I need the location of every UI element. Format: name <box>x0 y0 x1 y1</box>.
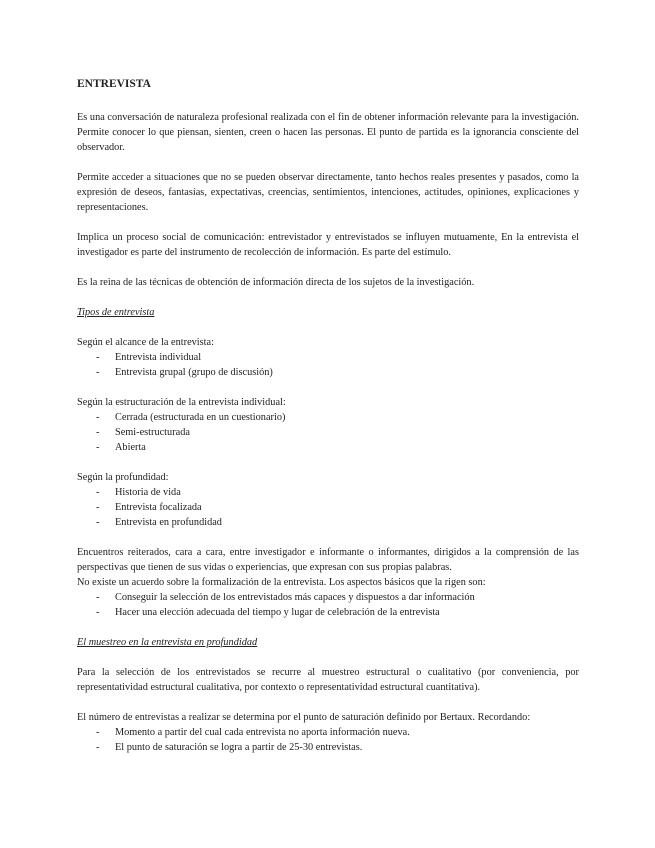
list-item: - Cerrada (estructurada en un cuestionario) <box>96 410 579 425</box>
list-saturacion <box>77 725 579 755</box>
list-estructuracion <box>77 410 579 455</box>
list-item: - Conseguir la selección de los entrevistados más capaces y dispuestos a dar información <box>96 590 579 605</box>
label-acuerdo: No existe un acuerdo sobre la formalización de la entrevista. Los aspectos básicos que la rigen son: <box>77 577 486 588</box>
list-item: - Entrevista focalizada <box>96 500 579 515</box>
paragraph-queen: Es la reina de las técnicas de obtención de información directa de los sujetos de la investigación. <box>77 277 475 288</box>
list-alcance <box>77 350 579 380</box>
paragraph-muestreo: Para la selección de los entrevistados se recurre al muestreo estructural o cualitativo (por conveniencia, por representatividad estructural cualitativa, por contexto o representatividad estructural cuantitativa). <box>77 667 579 693</box>
label-estructuracion: Según la estructuración de la entrevista individual: <box>77 397 286 408</box>
list-item: - Entrevista en profundidad <box>96 515 579 530</box>
list-acuerdo <box>77 590 579 620</box>
list-item: - Semi-estructurada <box>96 425 579 440</box>
paragraph-encuentros: Encuentros reiterados, cara a cara, entre investigador e informante o informantes, dirigidos a la comprensión de las perspectivas que tienen de sus vidas o experiencias, que expresan con sus propias palabras. <box>77 547 579 573</box>
label-alcance: Según el alcance de la entrevista: <box>77 337 214 348</box>
list-item: - Hacer una elección adecuada del tiempo y lugar de celebración de la entrevista <box>96 605 579 620</box>
paragraph-definition: Es una conversación de naturaleza profesional realizada con el fin de obtener información relevante para la investigación. Permite conocer lo que piensan, sienten, creen o hacen las personas. El punto de partida es la ignorancia consciente del observador. <box>77 112 579 153</box>
paragraph-access: Permite acceder a situaciones que no se pueden observar directamente, tanto hechos reales presentes y pasados, como la expresión de deseos, fantasías, expectativas, creencias, sentimientos, intenciones, actitudes, opiniones, explicaciones y representaciones. <box>77 172 579 213</box>
label-saturacion: El número de entrevistas a realizar se determina por el punto de saturación definido por Bertaux. Recordando: <box>77 712 531 723</box>
label-profundidad: Según la profundidad: <box>77 472 169 483</box>
list-item: - Entrevista individual <box>96 350 579 365</box>
list-item: - Momento a partir del cual cada entrevista no aporta información nueva. <box>96 725 579 740</box>
list-item: - Entrevista grupal (grupo de discusión) <box>96 365 579 380</box>
section-heading-tipos: Tipos de entrevista <box>77 307 155 318</box>
list-item: - Abierta <box>96 440 579 455</box>
list-profundidad <box>77 485 579 530</box>
section-heading-muestreo: El muestreo en la entrevista en profundidad <box>77 637 258 648</box>
list-item: - El punto de saturación se logra a partir de 25-30 entrevistas. <box>96 740 579 755</box>
list-item: - Historia de vida <box>96 485 579 500</box>
document-title: ENTREVISTA <box>77 78 151 90</box>
paragraph-process: Implica un proceso social de comunicación: entrevistador y entrevistados se influyen mutuamente, En la entrevista el investigador es parte del instrumento de recolección de información. Es parte del estímulo. <box>77 232 579 258</box>
